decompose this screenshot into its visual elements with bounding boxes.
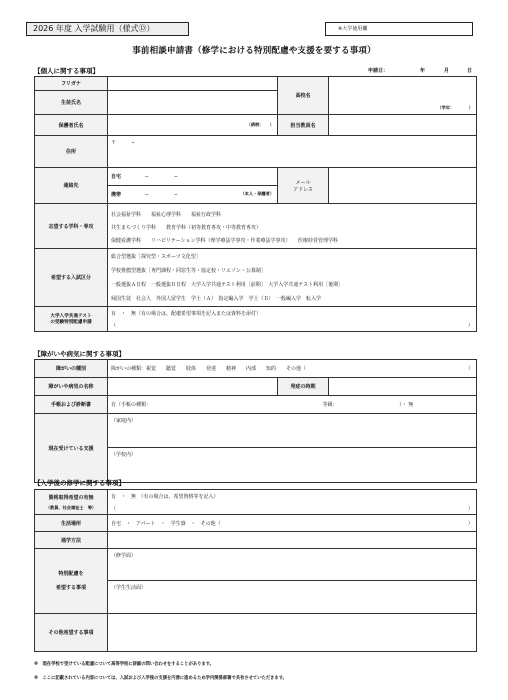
exam-line: 一般選抜Ａ日程 一般選抜Ｂ日程 大学入学共通テスト利用［前期］ 大学入学共通テスト利用［後期］: [111, 282, 344, 288]
note-1: ※ 現在学校で受けている配慮について高等学校に詳細の問い合わせをすることがあります。: [34, 662, 214, 667]
exam-line: 総合型選抜［探究型・スポーツ文化型］: [111, 254, 201, 260]
dept-line: 保健看護学科 リハビリテーション学科（理学療法学専攻・作業療法学専攻） 医療経営管理学科: [111, 237, 339, 244]
staff-only-box: ※大学使用欄: [325, 22, 473, 36]
handbook-grade: 等級：: [322, 402, 338, 408]
disability-type-options: 障がいの種類：視覚 聴覚 肢体 発達 精神 内部 知的 その他（: [111, 366, 307, 372]
living-close-paren: ）: [467, 520, 473, 527]
section-disability-heading: 【障がいや病気に関する事項】: [34, 350, 125, 358]
commute-field[interactable]: [108, 532, 477, 549]
guardian-name-field[interactable]: [108, 115, 278, 136]
section-personal-heading: 【個人に関する事項】: [34, 67, 99, 75]
desired-dept-options[interactable]: [108, 204, 477, 249]
teacher-label: 担当教員名: [278, 115, 329, 136]
school-name-field[interactable]: [329, 77, 477, 115]
relation-note: （続柄： ）: [246, 122, 274, 127]
student-name-field[interactable]: [108, 91, 278, 115]
apply-date-label: 申請日：: [368, 68, 389, 74]
onset-label: 発症の時期: [278, 378, 329, 396]
exam-line: 帰国生徒 社会人 外国人留学生 学士（Ａ） 指定編入学 学士（Ｂ） 一般編入学 転入学: [111, 296, 322, 302]
common-test-choice: 有 ・ 無（有の場合は、配慮希望事項を記入または資料を添付）: [111, 310, 262, 317]
special-field[interactable]: [108, 549, 477, 614]
common-test-field[interactable]: [108, 307, 477, 332]
mobile-dashes: − −: [144, 192, 178, 198]
other-field[interactable]: [108, 614, 477, 652]
desired-dept-label: 志望する学科・専攻: [35, 204, 108, 249]
home-label: 自宅: [111, 174, 122, 180]
grade-note: （学年： ）: [437, 105, 473, 110]
school-name-label: 高校名: [278, 77, 329, 115]
living-label: 生活場所: [35, 515, 108, 532]
form-label: 2026 年度 入学試験用（様式Ⓓ）: [26, 22, 189, 36]
apply-date-day: 日: [467, 68, 473, 74]
mobile-label: 携帯: [111, 192, 122, 198]
license-label: 資格取得希望の有無 （教員、社会福祉士 等）: [35, 490, 108, 515]
after-table: [34, 489, 477, 652]
handbook-value: 有（手帳の種類：: [111, 402, 152, 408]
illness-label: 障がいや病気の名称: [35, 378, 108, 396]
student-name-label: 生徒氏名: [35, 91, 108, 115]
exam-line: 学校推薦型選抜［専門課程・同窓生等・協定校・リエゾン・公募制］: [111, 268, 266, 274]
guardian-name-label: 保護者氏名: [35, 115, 108, 136]
dept-line: 共生まちづくり学科 教育学科（初等教育専攻・中等教育専攻）: [111, 224, 261, 231]
license-parens: （ ）: [111, 505, 473, 512]
special-study[interactable]: （修学面）: [108, 549, 476, 581]
special-life[interactable]: （学生生活面）: [111, 585, 147, 591]
other-label: その他希望する事項: [35, 614, 108, 652]
support-school[interactable]: （学校内）: [111, 452, 137, 458]
page-title: 事前相談申請書（修学における特別配慮や支援を要する事項）: [132, 46, 376, 56]
home-phone-field[interactable]: [108, 168, 278, 186]
commute-label: 通学方法: [35, 532, 108, 549]
license-field[interactable]: [108, 490, 477, 515]
exam-type-options[interactable]: [108, 249, 477, 307]
postal-mark: 〒 −: [111, 140, 136, 146]
note-2: ※ ここに記載されている内容については、入試および入学後の支援を円滑に進めるため学内関係部署で共有させていただきます。: [34, 676, 287, 681]
apply-date-month: 月: [444, 68, 450, 74]
apply-date-year: 年: [420, 68, 426, 74]
contact-label: 連絡先: [35, 168, 108, 204]
handbook-label: 手帳および診断書: [35, 396, 108, 414]
personal-table: [34, 76, 477, 332]
license-choice: 有 ・ 無 （有の場合は、希望資格等を記入）: [111, 493, 219, 500]
living-field[interactable]: [108, 515, 477, 532]
email-label: メール アドレス: [278, 168, 329, 204]
disability-table: [34, 359, 477, 483]
furigana-label: フリガナ: [35, 77, 108, 91]
current-support-field[interactable]: [108, 414, 477, 483]
living-options: 自宅 ・ アパート ・ 学生寮 ・ その他（: [111, 520, 221, 527]
section-after-heading: 【入学後の修学に関する事項】: [34, 479, 125, 487]
support-home[interactable]: （家庭内）: [108, 414, 476, 448]
mobile-phone-field[interactable]: [108, 186, 278, 204]
dept-line: 社会福祉学科 福祉心理学科 福祉行政学科: [111, 211, 222, 218]
address-field[interactable]: [108, 136, 477, 168]
handbook-field[interactable]: [108, 396, 477, 414]
mobile-note: （本人・保護者）: [240, 191, 274, 196]
address-label: 住所: [35, 136, 108, 168]
common-test-parens: （ ）: [111, 322, 473, 329]
disability-close-paren: ）: [468, 366, 474, 372]
onset-field[interactable]: [329, 378, 477, 396]
email-field[interactable]: [329, 168, 477, 204]
special-label: 特別配慮を 希望する事項: [35, 549, 108, 614]
common-test-label: 大学入学共通テスト の受験特別配慮申請: [35, 307, 108, 332]
furigana-field[interactable]: [108, 77, 278, 91]
handbook-end: ）・ 無: [399, 402, 414, 408]
teacher-field[interactable]: [329, 115, 477, 136]
disability-type-label: 障がいの種別: [35, 360, 108, 378]
disability-type-field[interactable]: [108, 360, 477, 378]
exam-type-label: 希望する入試区分: [35, 249, 108, 307]
home-dashes: − −: [144, 174, 178, 180]
illness-field[interactable]: [108, 378, 278, 396]
current-support-label: 現在受けている支援: [35, 414, 108, 483]
